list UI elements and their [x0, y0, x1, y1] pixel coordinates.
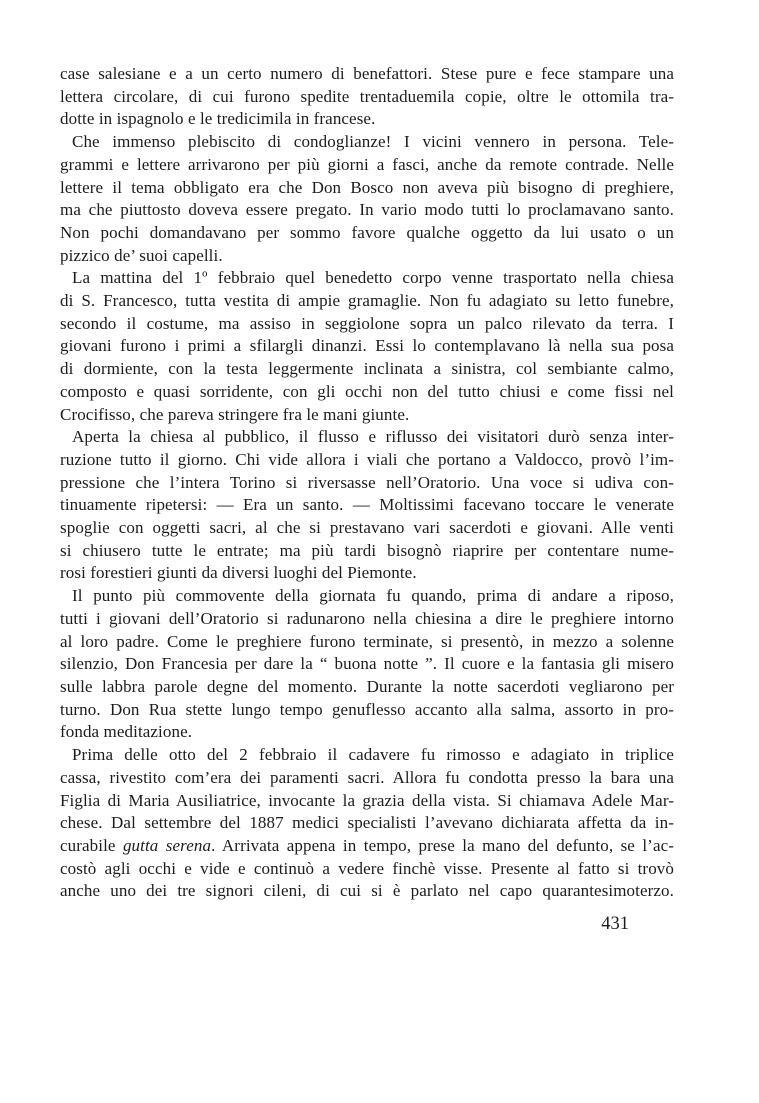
text-line: rosi forestieri giunti da diversi luoghi del Piemonte. [60, 563, 417, 583]
text-line: Non pochi domandavano per sommo favore qualche oggetto da lui usato o un [60, 222, 674, 242]
text-line: costò agli occhi e vide e continuò a vedere finchè visse. Presente al fatto si trovò [60, 858, 674, 878]
text-line: pressione che l’intera Torino si riversasse nell’Oratorio. Una voce si udiva con- [60, 472, 674, 492]
text-line: Che immenso plebiscito di condoglianze! I vicini vennero in persona. Tele- [72, 132, 674, 152]
text-line: silenzio, Don Francesia per dare la “ buona notte ”. Il cuore e la fantasia gli misero [60, 654, 674, 674]
text-line: secondo il costume, ma assiso in seggiolone sopra un palco rilevato da terra. I [60, 313, 674, 333]
text-line: giovani furono i primi a sfilargli dinanzi. Essi lo contemplavano là nella sua posa [60, 336, 674, 356]
text-line: sulle labbra parole degne del momento. Durante la notte sacerdoti vegliarono per [60, 676, 674, 696]
text-segment: curabile [60, 835, 123, 855]
text-line: La mattina del 1º febbraio quel benedetto corpo venne trasportato nella chiesa [72, 268, 674, 288]
italic-phrase: gutta serena [122, 835, 212, 855]
text-line: Crocifisso, che pareva stringere fra le mani giunte. [60, 404, 410, 424]
paragraph [60, 426, 674, 585]
text-line: lettere il tema obbligato era che Don Bosco non aveva più bisogno di preghiere, [60, 177, 674, 197]
text-line: Aperta la chiesa al pubblico, il flusso e riflusso dei visitatori durò senza inter- [72, 427, 674, 447]
text-line: Il punto più commovente della giornata fu quando, prima di andare a riposo, [72, 586, 674, 606]
text-line: Figlia di Maria Ausiliatrice, invocante la grazia della vista. Si chiamava Adele Mar- [60, 790, 674, 810]
text-line: dotte in ispagnolo e le tredicimila in francese. [60, 109, 376, 129]
text-line: lettera circolare, di cui furono spedite trentaduemila copie, oltre le ottomila tra- [60, 86, 674, 106]
text-segment: . Arrivata appena in tempo, prese la mano del defunto, se l’ac- [211, 835, 674, 855]
paragraph [60, 131, 674, 267]
text-line: case salesiane e a un certo numero di benefattori. Stese pure e fece stampare una [60, 64, 674, 83]
text-line: tinuamente ripetersi: — Era un santo. — Moltissimi facevano toccare le venerate [60, 495, 674, 515]
text-line: grammi e lettere arrivarono per più giorni a fasci, anche da remote contrade. Nelle [60, 154, 674, 174]
text-line: ruzione tutto il giorno. Chi vide allora i viali che portano a Valdocco, provò l’im- [60, 449, 674, 469]
text-line [60, 835, 674, 858]
body-text [60, 63, 674, 903]
text-line: di dormiente, con la testa leggermente inclinata a sinistra, col sembiante calmo, [60, 359, 674, 379]
text-line: fonda meditazione. [60, 722, 193, 742]
paragraph [60, 585, 674, 744]
paragraph [60, 744, 674, 903]
text-line: composto e quasi sorridente, con gli occhi non del tutto chiusi e come fissi nel [60, 381, 674, 401]
text-line: anche uno dei tre signori cileni, di cui si è parlato nel capo quarantesimoterzo. [60, 881, 674, 901]
text-line: ma che piuttosto doveva essere pregato. In vario modo tutti lo proclamavano santo. [60, 200, 674, 220]
paragraph [60, 63, 674, 131]
text-line: si chiusero tutte le entrate; ma più tardi bisognò riaprire per contentare nume- [60, 540, 674, 560]
paragraph [60, 267, 674, 426]
text-line: chese. Dal settembre del 1887 medici specialisti l’avevano dichiarata affetta da in- [60, 813, 674, 833]
text-line: di S. Francesco, tutta vestita di ampie gramaglie. Non fu adagiato su letto funebre, [60, 291, 674, 311]
text-line: turno. Don Rua stette lungo tempo genuflesso accanto alla salma, assorto in pro- [60, 699, 674, 719]
text-line: cassa, rivestito com’era dei paramenti sacri. Allora fu condotta presso la bara una [60, 767, 674, 787]
page-number: 431 [601, 914, 629, 934]
text-line: al loro padre. Come le preghiere furono terminate, si presentò, in mezzo a solenne [60, 631, 674, 651]
text-line: tutti i giovani dell’Oratorio si radunarono nella chiesina a dire le preghiere intorno [60, 608, 674, 628]
text-line: spoglie con oggetti sacri, al che si prestavano vari sacerdoti e giovani. Alle venti [60, 518, 674, 538]
text-line: Prima delle otto del 2 febbraio il cadavere fu rimosso e adagiato in triplice [72, 745, 674, 765]
text-line: pizzico de’ suoi capelli. [60, 245, 223, 265]
